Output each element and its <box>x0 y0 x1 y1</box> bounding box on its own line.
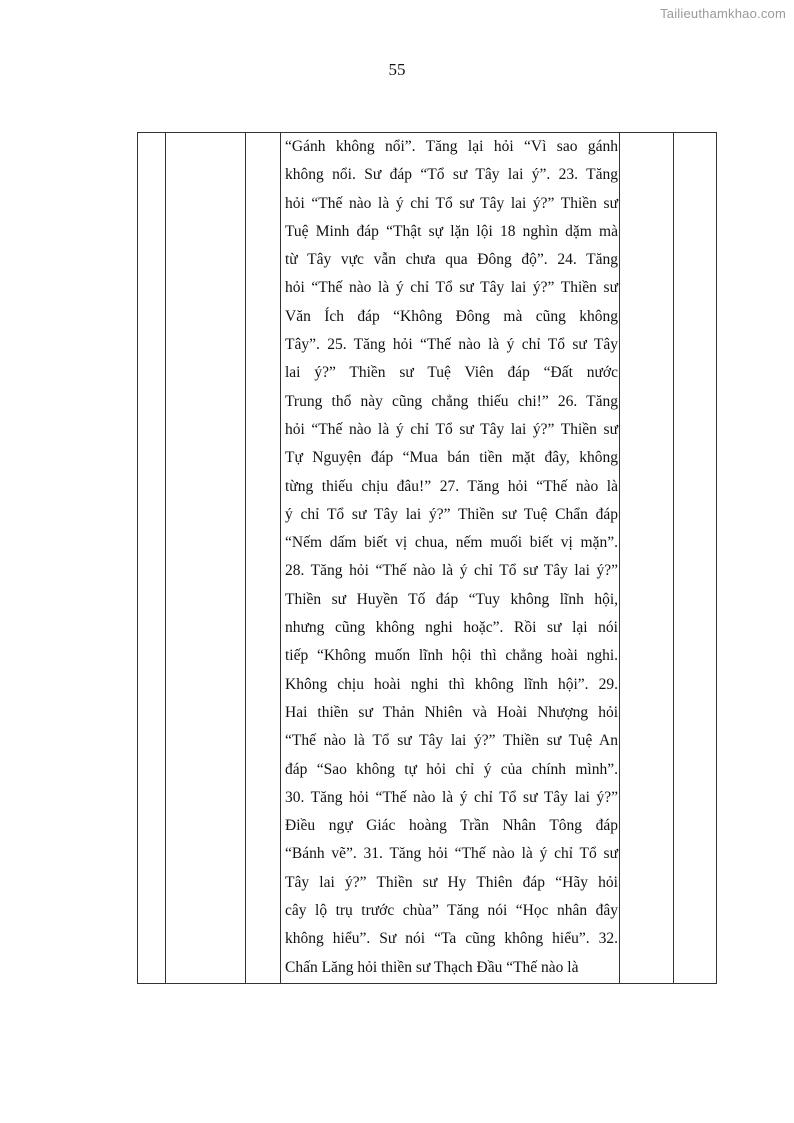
text-line: 28. Tăng hỏi “Thế nào là ý chỉ Tổ sư Tây lai ý?” <box>285 562 618 580</box>
text-line: Tự Nguyện đáp “Mua bán tiền mặt đây, không <box>285 449 618 467</box>
content-table <box>137 132 717 984</box>
text-line: Văn Ích đáp “Không Đông mà cũng không <box>285 307 618 325</box>
text-line: “Nếm dấm biết vị chua, nếm muối biết vị mặn”. <box>285 534 618 552</box>
text-line: nhưng cũng không nghi hoặc”. Rồi sư lại nói <box>285 619 618 637</box>
text-line: Tây”. 25. Tăng hỏi “Thế nào là ý chỉ Tổ sư Tây <box>285 336 618 354</box>
text-line: Hai thiền sư Thản Nhiên và Hoài Nhượng hỏi <box>285 703 618 721</box>
text-line: “Bánh vẽ”. 31. Tăng hỏi “Thế nào là ý chỉ Tổ sư <box>285 845 618 863</box>
text-line: Tuệ Minh đáp “Thật sự lặn lội 18 nghìn dặm mà <box>285 222 618 240</box>
text-line: từ Tây vực vẫn chưa qua Đông độ”. 24. Tăng <box>285 251 618 269</box>
table-cell-empty <box>166 133 246 984</box>
text-line: đáp “Sao không tự hỏi chỉ ý của chính mình”. <box>285 760 618 778</box>
text-line: Thiền sư Huyền Tố đáp “Tuy không lĩnh hội, <box>285 590 618 608</box>
table-cell-empty <box>138 133 166 984</box>
text-line: hỏi “Thế nào là ý chỉ Tổ sư Tây lai ý?” Thiền sư <box>285 194 618 212</box>
table-row <box>138 133 717 984</box>
text-line: cây lộ trụ trước chùa” Tăng nói “Học nhân đây <box>285 902 618 920</box>
text-line: hỏi “Thế nào là ý chỉ Tổ sư Tây lai ý?” Thiền sư <box>285 279 618 297</box>
table-cell-empty <box>620 133 674 984</box>
page-number: 55 <box>388 60 406 79</box>
text-line: “Thế nào là Tổ sư Tây lai ý?” Thiền sư Tuệ An <box>285 732 618 750</box>
text-line: hỏi “Thế nào là ý chỉ Tổ sư Tây lai ý?” Thiền sư <box>285 420 618 438</box>
watermark-text: Tailieuthamkhao.com <box>660 6 786 21</box>
text-line: không hiểu”. Sư nói “Ta cũng không hiểu”. 32. <box>285 930 618 948</box>
text-line: lai ý?” Thiền sư Tuệ Viên đáp “Đất nước <box>285 364 618 382</box>
text-line: “Gánh không nổi”. Tăng lại hỏi “Vì sao gánh <box>285 138 618 155</box>
text-line: 30. Tăng hỏi “Thế nào là ý chỉ Tổ sư Tây lai ý?” <box>285 788 618 806</box>
text-line: không nổi. Sư đáp “Tổ sư Tây lai ý”. 23. Tăng <box>285 166 618 184</box>
text-line: Không chịu hoài nghi thì không lĩnh hội”. 29. <box>285 675 618 693</box>
body-paragraph <box>281 133 619 982</box>
table-cell-empty <box>674 133 717 984</box>
text-line: Tây lai ý?” Thiền sư Hy Thiên đáp “Hãy hỏi <box>285 873 618 891</box>
text-line: Điều ngự Giác hoàng Trần Nhân Tông đáp <box>285 817 618 835</box>
text-line: Chấn Lăng hỏi thiền sư Thạch Đầu “Thế nào là <box>285 958 579 976</box>
table-cell-text <box>281 133 620 984</box>
text-line: Trung thổ này cũng chẳng thiếu chi!” 26. Tăng <box>285 392 618 410</box>
text-line: ý chỉ Tổ sư Tây lai ý?” Thiền sư Tuệ Chẩn đáp <box>285 505 618 523</box>
text-line: từng thiếu chịu đâu!” 27. Tăng hỏi “Thế nào là <box>285 477 618 495</box>
table-cell-empty <box>246 133 281 984</box>
text-line: tiếp “Không muốn lĩnh hội thì chẳng hoài nghi. <box>285 647 618 665</box>
